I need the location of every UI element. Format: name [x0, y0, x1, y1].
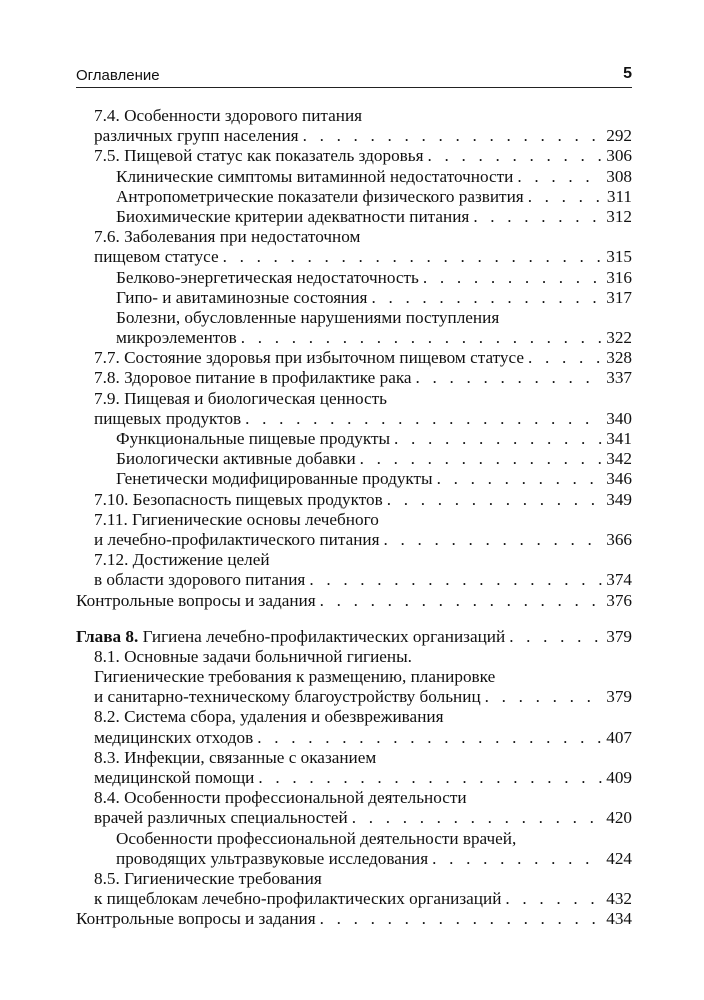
- page-number: 5: [623, 65, 632, 82]
- toc-entry-7-6-b[interactable]: [76, 288, 632, 308]
- toc-page-number: 312: [606, 206, 632, 226]
- toc-entry-text: Клинические симптомы витаминной недостаточности: [116, 166, 514, 186]
- toc-entry-8-4-a[interactable]: [76, 849, 632, 869]
- toc-entry-text: врачей различных специальностей: [94, 808, 348, 828]
- toc-page-number: 316: [606, 267, 632, 287]
- toc-entry-text: проводящих ультразвуковые исследования: [116, 848, 429, 868]
- toc-entry-8-2[interactable]: [76, 728, 632, 748]
- toc-entry-questions-7[interactable]: [76, 591, 632, 611]
- leader-dots: [316, 591, 604, 611]
- toc-entry-7-12[interactable]: [76, 570, 632, 590]
- chapter-spacer: [76, 611, 632, 627]
- leader-dots: [524, 348, 603, 368]
- toc-entry-7-12-line1: 7.12. Достижение целей: [94, 550, 270, 570]
- toc-page-number: 337: [606, 368, 632, 388]
- toc-page-number: 420: [606, 808, 632, 828]
- toc-entry-7-6-a[interactable]: [76, 268, 632, 288]
- toc-page-number: 306: [606, 146, 632, 166]
- toc-entry-text: микроэлементов: [116, 328, 237, 348]
- toc-entry-8-4[interactable]: [76, 808, 632, 828]
- toc-entry-8-1-line2: Гигиенические требования к размещению, планировке: [94, 667, 496, 687]
- toc-entry-text: различных групп населения: [94, 126, 299, 146]
- toc-entry-8-4-line1: 8.4. Особенности профессиональной деятельности: [94, 788, 467, 808]
- toc-page-number: 379: [606, 687, 632, 707]
- toc-entry-text: пищевом статусе: [94, 247, 219, 267]
- leader-dots: [419, 268, 603, 288]
- toc-entry-7-5-a[interactable]: [76, 167, 632, 187]
- toc-entry-text: Гипо- и авитаминозные состояния: [116, 287, 368, 307]
- chapter-label: Глава 8.: [76, 626, 139, 646]
- leader-dots: [254, 768, 603, 788]
- leader-dots: [380, 530, 604, 550]
- leader-dots: [513, 167, 603, 187]
- toc-page-number: 409: [606, 768, 632, 787]
- toc-entry-7-5-c[interactable]: [76, 207, 632, 227]
- running-title: Оглавление: [76, 67, 160, 84]
- toc-entry-text: Биологически активные добавки: [116, 449, 356, 469]
- leader-dots: [505, 627, 603, 647]
- toc-entry-7-4[interactable]: [76, 126, 632, 146]
- toc-entry-7-9-c[interactable]: [76, 469, 632, 489]
- toc-page-number: 317: [606, 287, 632, 307]
- leader-dots: [469, 207, 603, 227]
- leader-dots: [390, 429, 603, 449]
- toc-entry-text: к пищеблокам лечебно-профилактических организаций: [94, 889, 502, 909]
- toc-page-number: 424: [606, 848, 632, 868]
- toc-entry-7-10[interactable]: [76, 490, 632, 510]
- toc-page-number: 328: [606, 348, 632, 368]
- toc-entry-7-6-c-line1: Болезни, обусловленные нарушениями поступления: [116, 307, 500, 327]
- toc-entry-text: и лечебно-профилактического питания: [94, 529, 380, 549]
- toc-page-number: 322: [606, 328, 632, 348]
- toc-entry-7-8[interactable]: [76, 368, 632, 388]
- toc-entry-text: в области здорового питания: [94, 570, 306, 590]
- toc-entry-8-1[interactable]: [76, 687, 632, 707]
- toc-entry-8-5-line1: 8.5. Гигиенические требования: [94, 868, 322, 888]
- leader-dots: [316, 909, 604, 929]
- toc-entry-text: Контрольные вопросы и задания: [76, 909, 316, 929]
- leader-dots: [367, 288, 603, 308]
- toc-entry-text: Белково-энергетическая недостаточность: [116, 267, 419, 287]
- toc-page-number: 349: [606, 489, 632, 509]
- leader-dots: [241, 409, 603, 429]
- toc-page-number: 366: [606, 529, 632, 549]
- table-of-contents: [76, 106, 632, 930]
- toc-entry-text: Генетически модифицированные продукты: [116, 469, 433, 489]
- leader-dots: [348, 808, 604, 828]
- toc-entry-text: медицинских отходов: [94, 727, 254, 747]
- toc-entry-8-1-line1: 8.1. Основные задачи больничной гигиены.: [94, 646, 412, 666]
- toc-page-number: 434: [606, 909, 632, 929]
- toc-entry-7-9[interactable]: [76, 409, 632, 429]
- toc-page-number: 376: [606, 590, 632, 610]
- toc-page-number: 374: [606, 570, 632, 590]
- toc-entry-8-5[interactable]: [76, 889, 632, 909]
- toc-entry-8-2-line1: 8.2. Система сбора, удаления и обезвреживания: [94, 707, 444, 727]
- toc-page-number: 340: [606, 408, 632, 428]
- toc-entry-text: 7.5. Пищевой статус как показатель здоровья: [94, 146, 424, 166]
- leader-dots: [219, 247, 604, 267]
- toc-entry-7-7[interactable]: [76, 348, 632, 368]
- toc-entry-8-3-line1: 8.3. Инфекции, связанные с оказанием: [94, 747, 377, 767]
- toc-entry-text: Биохимические критерии адекватности питания: [116, 206, 470, 226]
- toc-entry-7-6[interactable]: [76, 247, 632, 267]
- toc-entry-text: Антропометрические показатели физического развития: [116, 186, 524, 206]
- toc-entry-text: пищевых продуктов: [94, 408, 242, 428]
- chapter-title: Гигиена лечебно-профилактических организаций: [142, 626, 506, 646]
- toc-entry-7-6-line1: 7.6. Заболевания при недостаточном: [94, 227, 361, 247]
- toc-entry-7-5-b[interactable]: [76, 187, 632, 207]
- toc-entry-text: Контрольные вопросы и задания: [76, 590, 316, 610]
- toc-page-number: 407: [606, 727, 632, 747]
- toc-page-number: 292: [606, 126, 632, 146]
- toc-entry-text: медицинской помощи: [94, 768, 255, 787]
- leader-dots: [356, 449, 604, 469]
- leader-dots: [524, 187, 604, 207]
- leader-dots: [433, 469, 604, 489]
- leader-dots: [253, 728, 603, 748]
- leader-dots: [424, 146, 604, 166]
- toc-entry-text: 7.8. Здоровое питание в профилактике рака: [94, 368, 412, 388]
- toc-entry-8-3[interactable]: [76, 768, 632, 788]
- toc-entry-7-9-line1: 7.9. Пищевая и биологическая ценность: [94, 388, 387, 408]
- toc-page-number: 311: [606, 186, 632, 206]
- toc-entry-8-4-a-line1: Особенности профессиональной деятельности врачей,: [116, 828, 517, 848]
- toc-page-number: 432: [606, 889, 632, 909]
- toc-page-number: 341: [606, 429, 632, 448]
- leader-dots: [383, 490, 603, 510]
- toc-page-number: 308: [606, 166, 632, 186]
- leader-dots: [305, 570, 603, 590]
- toc-entry-chapter-8[interactable]: [76, 627, 632, 647]
- toc-page-number: 346: [606, 469, 632, 489]
- leader-dots: [412, 368, 604, 388]
- toc-entry-7-6-c[interactable]: [76, 328, 632, 348]
- toc-entry-7-5[interactable]: [76, 146, 632, 166]
- page-header: [76, 63, 632, 88]
- toc-entry-7-4-line1: 7.4. Особенности здорового питания: [94, 106, 363, 125]
- leader-dots: [299, 126, 604, 146]
- leader-dots: [237, 328, 603, 348]
- toc-entry-text: и санитарно-техническому благоустройству больниц: [94, 687, 481, 707]
- toc-entry-7-11-line1: 7.11. Гигиенические основы лечебного: [94, 509, 379, 529]
- leader-dots: [501, 889, 603, 909]
- toc-entry-text: [76, 627, 505, 647]
- leader-dots: [428, 849, 603, 869]
- toc-page-number: 315: [606, 247, 632, 267]
- toc-page-number: 379: [606, 626, 632, 646]
- toc-entry-text: Функциональные пищевые продукты: [116, 429, 391, 448]
- toc-entry-text: 7.10. Безопасность пищевых продуктов: [94, 489, 383, 509]
- toc-page-number: 342: [606, 449, 632, 469]
- toc-entry-7-11[interactable]: [76, 530, 632, 550]
- toc-entry-questions-8[interactable]: [76, 909, 632, 929]
- leader-dots: [481, 687, 604, 707]
- toc-entry-7-9-b[interactable]: [76, 449, 632, 469]
- toc-entry-7-9-a[interactable]: [76, 429, 632, 449]
- toc-entry-text: 7.7. Состояние здоровья при избыточном пищевом статусе: [94, 348, 524, 368]
